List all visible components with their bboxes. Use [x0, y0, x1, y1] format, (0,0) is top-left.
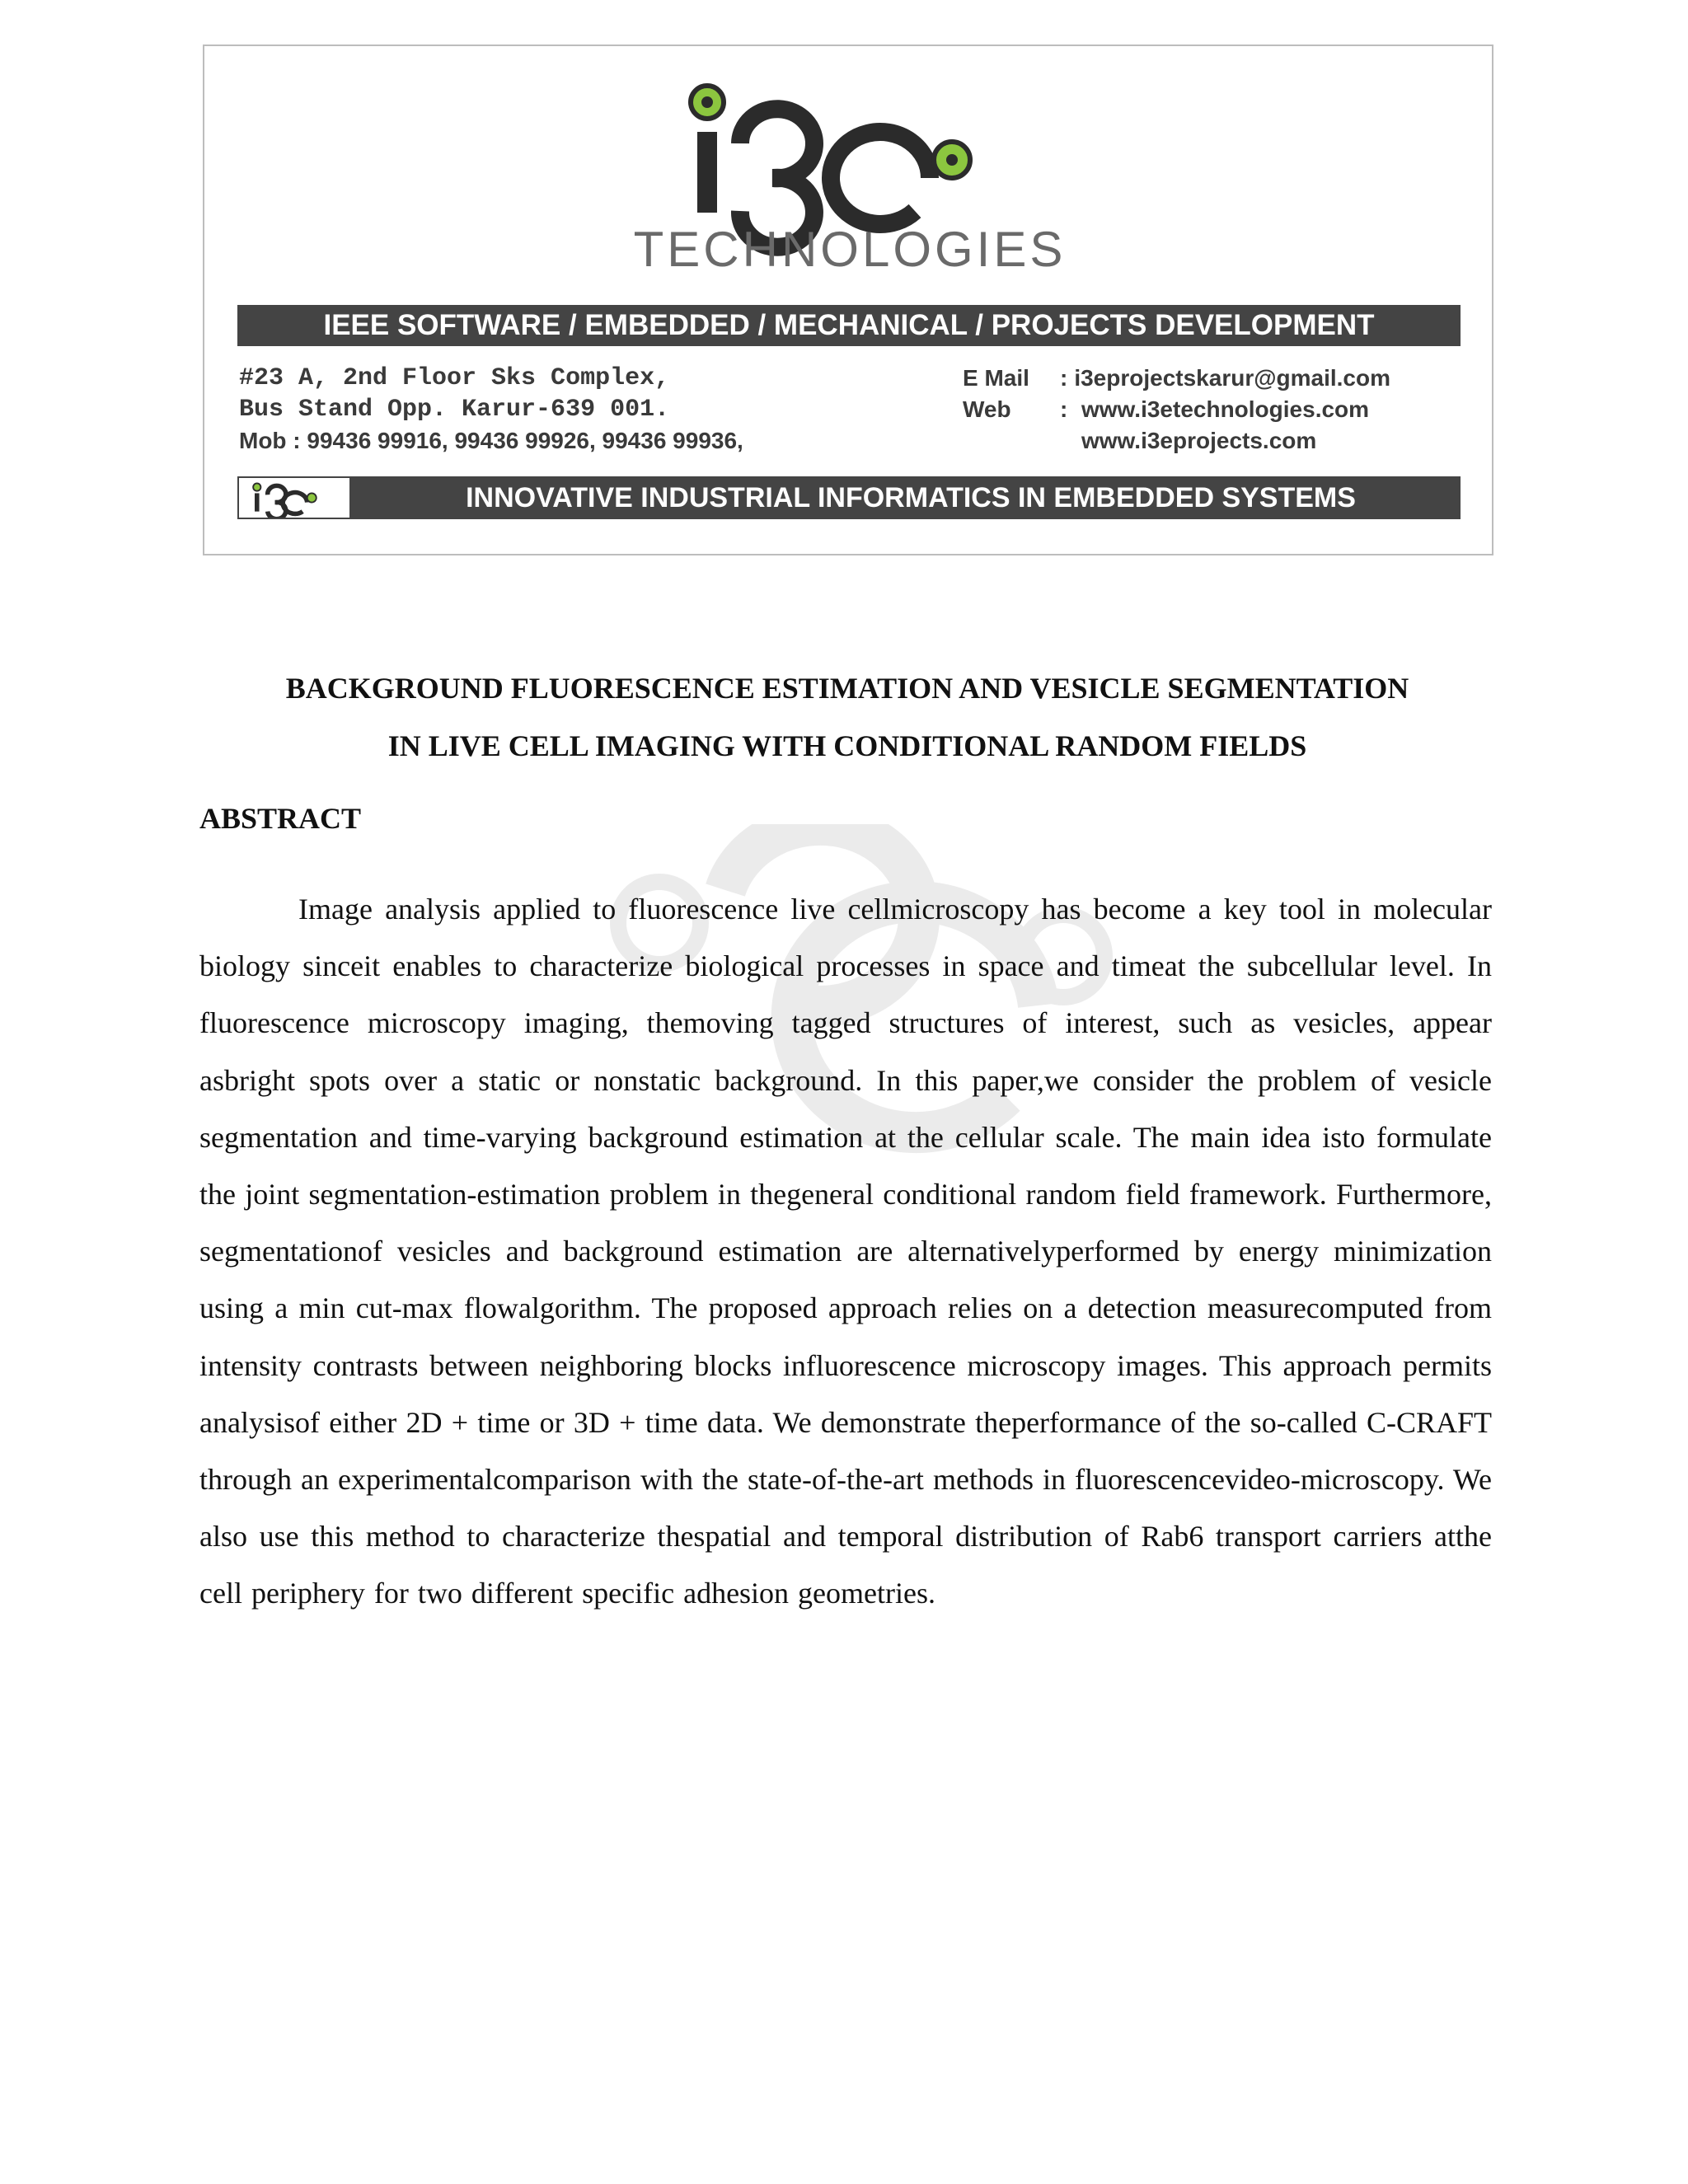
address-block — [239, 363, 669, 425]
separator: : — [1060, 365, 1068, 391]
email-label: E Mail — [963, 365, 1029, 391]
i3e-small-logo-icon — [237, 476, 351, 519]
address-line: #23 A, 2nd Floor Sks Complex, — [239, 364, 670, 392]
email-address: i3eprojectskarur@gmail.com — [1074, 365, 1391, 391]
contact-block — [963, 363, 1390, 457]
separator: : — [1060, 396, 1068, 422]
company-name: TECHNOLOGIES — [633, 222, 1067, 277]
paper-title — [201, 659, 1493, 775]
abstract-heading: ABSTRACT — [199, 802, 362, 835]
tagline-banner — [237, 476, 1461, 519]
services-banner: IEEE SOFTWARE / EMBEDDED / MECHANICAL / PROJECTS DEVELOPMENT — [237, 305, 1461, 346]
address-line: Bus Stand Opp. Karur-639 001. — [239, 396, 670, 424]
web-label: Web — [963, 396, 1011, 422]
website-1: www.i3etechnologies.com — [1081, 396, 1370, 422]
mobile-numbers: Mob : 99436 99916, 99436 99926, 99436 99936, — [239, 428, 743, 453]
website-2: www.i3eprojects.com — [1081, 428, 1317, 453]
abstract-text: Image analysis applied to fluorescence live cellmicroscopy has become a key tool in molecular biology sinceit enables to characterize biological processes in space and timeat the subcellular level. In fluorescence microscopy imaging, themoving tagged structures of interest, such as vesicles, appear asbright spots over a static or nonstatic background. In this paper,we consider the problem of vesicle segmentation and time-varying background estimation at the cellular scale. The main idea isto formulate the joint segmentation-estimation problem in thegeneral conditional random field framework. Furthermore, segmentationof vesicles and background estimation are alternativelyperformed by energy minimization using a min cut-max flowalgorithm. The proposed approach relies on a detection measurecomputed from intensity contrasts between neighboring blocks influorescence microscopy images. This approach permits analysisof either 2D + time or 3D + time data. We demonstrate theperformance of the so-called C-CRAFT through an experimentalcomparison with the state-of-the-art methods in fluorescencevideo-microscopy. We also use this method to characterize thespatial and temporal distribution of Rab6 transport carriers atthe cell periphery for two different specific adhesion geometries. — [199, 893, 1492, 1610]
title-line: BACKGROUND FLUORESCENCE ESTIMATION AND VESICLE SEGMENTATION — [285, 672, 1409, 705]
title-line: IN LIVE CELL IMAGING WITH CONDITIONAL RANDOM FIELDS — [387, 729, 1307, 762]
tagline-text: INNOVATIVE INDUSTRIAL INFORMATICS IN EMBEDDED SYSTEMS — [466, 482, 1356, 513]
letterhead — [203, 45, 1493, 555]
